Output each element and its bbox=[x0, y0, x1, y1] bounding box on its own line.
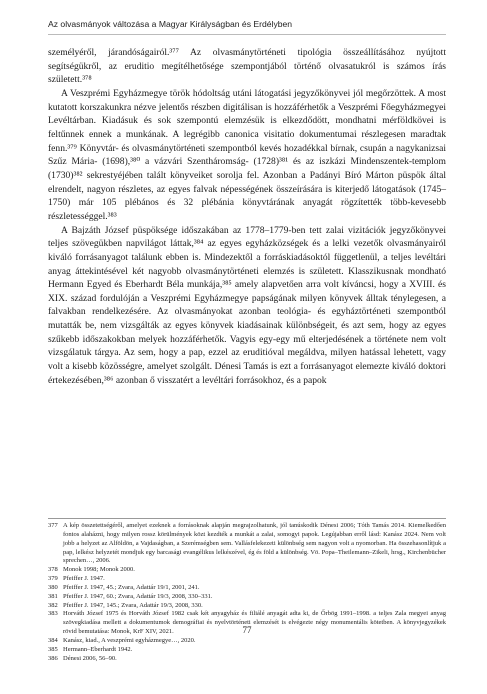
footnote bbox=[48, 637, 446, 646]
footnote-text: Dénesi 2006, 56–90. bbox=[63, 654, 117, 662]
running-head: Az olvasmányok változása a Magyar Királyságban és Erdélyben bbox=[48, 19, 293, 29]
footnote-text: Monok 1998; Monok 2000. bbox=[63, 566, 135, 574]
footnote-text: Pfeiffer J. 1947. bbox=[63, 575, 105, 583]
paragraph: A Veszprémi Egyházmegye török hódoltság utáni látogatási jegyzőkönyvei jól megőrzöttek. A most kutatott korszakunkra nézve jelentős részben digitálisan is hozzáférhetők a Veszprémi Főegyházmegyei Levéltárban. Kiadásuk és sok szempontú elemzésük is elkezdődött, mondhatni mérföldkövei is feltűnnek ennek a munkának. A legrégibb canonica visitatio dokumentumai részlegesen maradtak fenn.³⁷⁹ Könyvtár- és olvasmánytörténeti szempontból kevés hozadékkal bírnak, csupán a nagykanizsai Szűz Mária- (1698),³⁸⁰ a vázvári Szentháromság- (1728)³⁸¹ és az iszkázi Mindenszentek-templom (1730)³⁸² sekrestyéjében talált könyveiket sorolja fel. Azonban a Padányi Bíró Márton püspök által elrendelt, nagyon részletes, az egyes falvak népességének összeírására is kiterjedő látogatások (1745–1750) már 105 plébános és 32 plébánia könyvtárának anyagát rögzítették több-kevesebb részletességgel.³⁸³ bbox=[48, 87, 446, 222]
footnote bbox=[48, 655, 446, 664]
paragraph: A Bajzáth József püspöksége időszakában az 1778–1779-ben tett zalai vizitációk jegyzőkönyvei teljes szövegükben napvilágot láttak,³⁸⁴ az egyes egyházközségek és a lelki vezetők olvasmányairól kiváló forrásanyagot találunk ebben is. Mindezektől a forráskiadásoktól függetlenül, a teljes levéltári anyag áttekintésével két nagyobb olvasmánytörténeti elemzés is született. Klasszikusnak mondható Hermann Egyed és Eberhardt Béla munkája,³⁸⁵ amely alapvetően arra volt kíváncsi, hogy a XVIII. és XIX. század fordulóján a Veszprémi Egyházmegye papságának milyen könyvek álltak ténylegesen, a falvakban rendelkezésére. Az olvasmányokat azonban teológia- és egyháztörténeti szempontból mutatták be, nem vizsgálták az egyes könyvek kiadásainak különbségeit, és azt sem, hogy az egyes szűkebb időszakokban melyek hozzáférhetők. Vagyis egy-egy mű elterjedésének a története nem volt vizsgálatuk tárgya. Az sem, hogy a pap, ezzel az eruditióval megáldva, milyen hatással lehetett, vagy volt a kisebb közösségre, amelyet szolgált. Dénesi Tamás is ezt a forrásanyagot elemezte kiváló doktori értekezésében,³⁸⁶ azonban ő visszatért a levéltári forrásokhoz, és a papok bbox=[48, 224, 446, 386]
body-text bbox=[48, 46, 446, 387]
footnote-number: 380 bbox=[48, 583, 58, 591]
paragraph: személyéről, járandóságairól.³⁷⁷ Az olvasmánytörténeti tipológia összeállításához nyújtott segítségükről, az eruditio megítélhetősége szempontjából történő olvasatukról is számos írás született.³⁷⁸ bbox=[48, 47, 446, 86]
footnotes bbox=[48, 522, 446, 664]
footnote-number: 382 bbox=[48, 601, 58, 609]
footnote-text: Horváth József 1975 és Horváth József 1982 csak két anyagyház és filiálé anyagát adta ki, de Őrbög 1991–1998. a teljes Zala megyei anyag szövegkiadása mellett a dokumentumok demográfiai és nyelvtörténeti elemzését is elvégezte négy monumentális kötetben. A könyvjegyzékek rövid bemutatása: Monok, KrF XIV, 2021. bbox=[63, 610, 446, 636]
footnote-text: A kép összetettségéről, amelyet ezeknek a forrásoknak alapján megrajzolhatunk, jól tanúskodik Dénesi 2006; Tóth Tamás 2014. Kiemelkedően fontos alaházni, hogy milyen rossz körülmények közt kezdték a munkát a zalai, somogyi papok. Legújabban erről lásd: Kanász 2024. Nem volt jobb a helyzet az Alföldön, a Vajdaságban, a Szerémségben sem. Vallásfelekezeti különbség sem nagyon volt a nyomorban. Ha összehasonlítjuk a pap, lelkész helyzetét mondjuk egy barcasági evangélikus lelkészével, ég és föld a különbség. Vö. Popa–Theilemann–Zikeli, hrsg., Kirchenbücher sprechen…, 2006. bbox=[63, 522, 446, 565]
footnote-text: Pfeiffer J. 1947, 45.; Zvara, Adattár 19/1, 2001, 241. bbox=[63, 583, 200, 591]
footnote-number: 384 bbox=[48, 636, 58, 644]
footnote-rule bbox=[48, 518, 446, 519]
footnote-number: 381 bbox=[48, 592, 58, 600]
footnote bbox=[48, 566, 446, 575]
footnote-text: Kanász, kiad., A veszprémi egyházmegye…, 2020. bbox=[63, 636, 196, 644]
footnote-number: 379 bbox=[48, 575, 58, 583]
footnote-number: 386 bbox=[48, 654, 58, 662]
footnote-number: 377 bbox=[48, 522, 58, 529]
footnote-number: 378 bbox=[48, 566, 58, 574]
footnote bbox=[48, 593, 446, 602]
header-rule bbox=[48, 34, 446, 35]
footnote bbox=[48, 646, 446, 655]
footnote-text: Pfeiffer J. 1947, 60.; Zvara, Adattár 19/3, 2008, 330–331. bbox=[63, 592, 213, 600]
page-number: 77 bbox=[242, 625, 252, 635]
footnote-text: Pfeiffer J. 1947, 145.; Zvara, Adattár 19/3, 2008, 330. bbox=[63, 601, 203, 609]
footnote bbox=[48, 522, 446, 566]
footnote-number: 383 bbox=[48, 610, 58, 618]
footnote bbox=[48, 584, 446, 593]
footnote-number: 385 bbox=[48, 645, 58, 653]
footnote-text: Hermann–Eberhardt 1942. bbox=[63, 645, 133, 653]
footnote bbox=[48, 575, 446, 584]
